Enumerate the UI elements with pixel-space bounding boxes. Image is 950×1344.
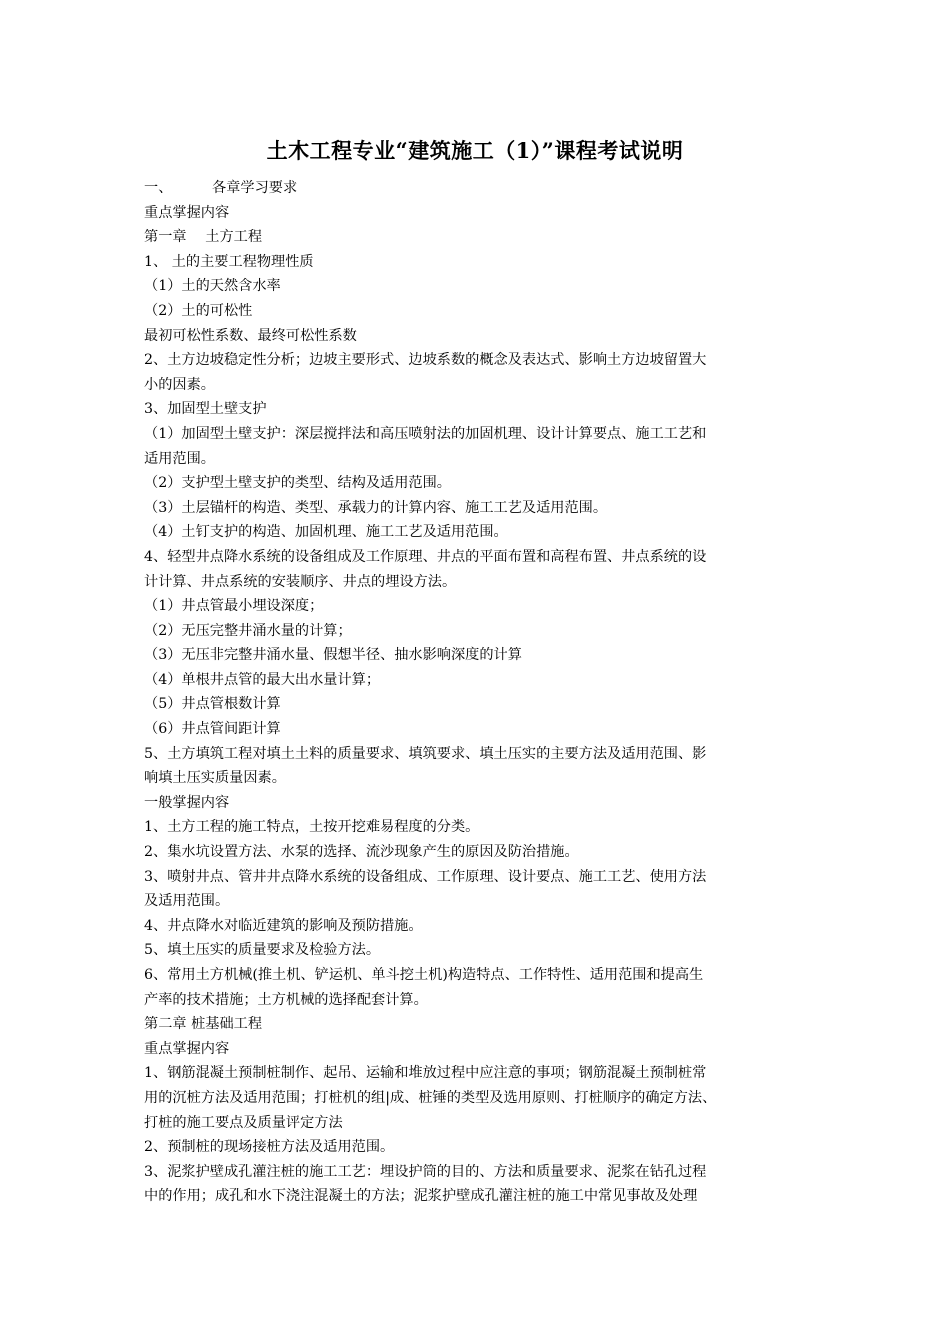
text-line: 适用范围。 (144, 450, 215, 467)
text-line: （6）井点管间距计算 (144, 721, 281, 738)
text-line: 重点掌握内容 (144, 1040, 230, 1057)
text-line: 1、钢筋混凝土预制桩制作、起吊、运输和堆放过程中应注意的事项；钢筋混凝土预制桩常 (144, 1065, 707, 1082)
text-line: （5）井点管根数计算 (144, 696, 281, 713)
text-line: 中的作用；成孔和水下浇注混凝土的方法；泥浆护壁成孔灌注桩的施工中常见事故及处理 (144, 1188, 698, 1205)
text-line: 产率的技术措施；土方机械的选择配套计算。 (144, 991, 428, 1008)
text-line: 计计算、井点系统的安装顺序、井点的埋设方法。 (144, 573, 457, 590)
text-line: 3、泥浆护壁成孔灌注桩的施工工艺：埋设护筒的目的、方法和质量要求、泥浆在钻孔过程 (144, 1163, 707, 1180)
text-line: （3）无压非完整井涌水量、假想半径、抽水影响深度的计算 (144, 647, 522, 664)
text-line: （4）土钉支护的构造、加固机理、施工工艺及适用范围。 (144, 524, 508, 541)
text-line: （2）土的可松性 (144, 302, 253, 319)
text-line: 响填土压实质量因素。 (144, 770, 286, 787)
text-line: 1、 土的主要工程物理性质 (144, 253, 314, 270)
text-line: 一般掌握内容 (144, 794, 230, 811)
section-number: 一、 (144, 180, 173, 196)
text-line: 用的沉桩方法及适用范围；打桩机的组|成、桩锤的类型及选用原则、打桩顺序的确定方法、 (144, 1089, 717, 1106)
text-line: （4）单根井点管的最大出水量计算； (144, 671, 381, 688)
text-line: 5、土方填筑工程对填土土料的质量要求、填筑要求、填土压实的主要方法及适用范围、影 (144, 745, 707, 762)
text-line: （2）无压完整井涌水量的计算； (144, 622, 352, 639)
text-line: 最初可松性系数、最终可松性系数 (144, 327, 357, 344)
text-line: 打桩的施工要点及质量评定方法 (144, 1114, 343, 1131)
document-title: 土木工程专业“建筑施工（1）”课程考试说明 (266, 138, 684, 163)
text-line: （1）加固型土壁支护：深层搅拌法和高压喷射法的加固机理、设计计算要点、施工工艺和 (144, 425, 707, 442)
text-line: 小的因素。 (144, 376, 215, 393)
text-lines (144, 201, 812, 1209)
text-line: 第一章 土方工程 (144, 229, 263, 246)
text-line: 6、常用土方机械(推土机、铲运机、单斗挖土机)构造特点、工作特性、适用范围和提高生 (144, 967, 704, 983)
document-body (144, 176, 812, 1209)
text-line: 2、预制桩的现场接桩方法及适用范围。 (144, 1139, 395, 1156)
text-line: 3、加固型土壁支护 (144, 401, 267, 418)
section-label: 各章学习要求 (212, 180, 298, 196)
text-line: 3、喷射井点、管井井点降水系统的设备组成、工作原理、设计要点、施工工艺、使用方法 (144, 868, 707, 885)
text-line: 4、井点降水对临近建筑的影响及预防措施。 (144, 917, 423, 934)
text-line: （2）支护型土壁支护的类型、结构及适用范围。 (144, 475, 451, 492)
text-line: （1）井点管最小埋设深度； (144, 598, 324, 615)
text-line: 1、土方工程的施工特点，土按开挖难易程度的分类。 (144, 819, 480, 836)
text-line: 4、轻型井点降水系统的设备组成及工作原理、井点的平面布置和高程布置、井点系统的设 (144, 548, 707, 565)
text-line: 5、填土压实的质量要求及检验方法。 (144, 942, 381, 959)
text-line: 重点掌握内容 (144, 204, 230, 221)
text-line: 及适用范围。 (144, 893, 230, 910)
text-line: （1）土的天然含水率 (144, 278, 281, 295)
section-heading (144, 176, 812, 201)
text-line: 2、土方边坡稳定性分析；边坡主要形式、边坡系数的概念及表达式、影响土方边坡留置大 (144, 352, 707, 369)
text-line: 2、集水坑设置方法、水泵的选择、流沙现象产生的原因及防治措施。 (144, 844, 579, 861)
text-line: 第二章 桩基础工程 (144, 1016, 263, 1033)
text-line: （3）土层锚杆的构造、类型、承载力的计算内容、施工工艺及适用范围。 (144, 499, 608, 516)
